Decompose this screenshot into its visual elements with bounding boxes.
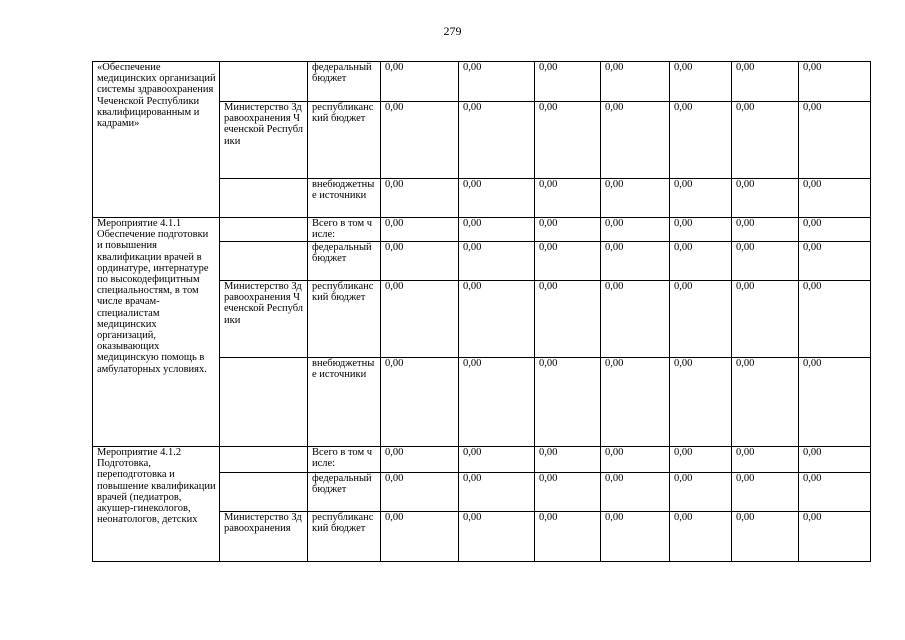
amount-cell: 0,00 <box>459 281 535 358</box>
funding-source-cell: Всего в том числе: <box>308 218 381 242</box>
executor-cell <box>220 447 308 473</box>
amount-cell: 0,00 <box>670 512 732 562</box>
funding-source-cell: внебюджетные источники <box>308 358 381 447</box>
budget-table <box>92 61 871 562</box>
amount-cell: 0,00 <box>601 179 670 218</box>
amount-cell: 0,00 <box>799 62 871 102</box>
executor-cell: Министерство Здравоохранения Чеченской Республики <box>220 281 308 358</box>
executor-cell <box>220 473 308 512</box>
amount-cell: 0,00 <box>732 281 799 358</box>
amount-cell: 0,00 <box>732 242 799 281</box>
funding-source-cell: внебюджетные источники <box>308 179 381 218</box>
amount-cell: 0,00 <box>799 473 871 512</box>
amount-cell: 0,00 <box>459 179 535 218</box>
amount-cell: 0,00 <box>601 102 670 179</box>
amount-cell: 0,00 <box>535 358 601 447</box>
amount-cell: 0,00 <box>732 447 799 473</box>
funding-source-cell: республиканский бюджет <box>308 281 381 358</box>
amount-cell: 0,00 <box>381 242 459 281</box>
amount-cell: 0,00 <box>535 102 601 179</box>
amount-cell: 0,00 <box>535 447 601 473</box>
amount-cell: 0,00 <box>535 179 601 218</box>
amount-cell: 0,00 <box>732 102 799 179</box>
amount-cell: 0,00 <box>535 218 601 242</box>
amount-cell: 0,00 <box>732 473 799 512</box>
amount-cell: 0,00 <box>670 281 732 358</box>
amount-cell: 0,00 <box>601 512 670 562</box>
amount-cell: 0,00 <box>799 447 871 473</box>
amount-cell: 0,00 <box>799 179 871 218</box>
amount-cell: 0,00 <box>535 281 601 358</box>
amount-cell: 0,00 <box>459 358 535 447</box>
funding-source-cell: федеральный бюджет <box>308 62 381 102</box>
funding-source-cell: федеральный бюджет <box>308 242 381 281</box>
amount-cell: 0,00 <box>459 447 535 473</box>
amount-cell: 0,00 <box>799 358 871 447</box>
amount-cell: 0,00 <box>381 102 459 179</box>
activity-name-cell: Мероприятие 4.1.2 Подготовка, переподготовка и повышение квалификации врачей (педиатров, акушер-гинекологов, неонатологов, детских <box>93 447 220 562</box>
amount-cell: 0,00 <box>670 102 732 179</box>
amount-cell: 0,00 <box>535 62 601 102</box>
amount-cell: 0,00 <box>601 218 670 242</box>
executor-cell <box>220 218 308 242</box>
amount-cell: 0,00 <box>381 512 459 562</box>
amount-cell: 0,00 <box>601 242 670 281</box>
amount-cell: 0,00 <box>732 358 799 447</box>
amount-cell: 0,00 <box>381 358 459 447</box>
amount-cell: 0,00 <box>459 62 535 102</box>
amount-cell: 0,00 <box>732 179 799 218</box>
executor-cell <box>220 358 308 447</box>
amount-cell: 0,00 <box>601 473 670 512</box>
amount-cell: 0,00 <box>670 218 732 242</box>
amount-cell: 0,00 <box>732 218 799 242</box>
amount-cell: 0,00 <box>799 242 871 281</box>
funding-source-cell: федеральный бюджет <box>308 473 381 512</box>
amount-cell: 0,00 <box>381 218 459 242</box>
amount-cell: 0,00 <box>381 473 459 512</box>
amount-cell: 0,00 <box>535 512 601 562</box>
amount-cell: 0,00 <box>381 62 459 102</box>
amount-cell: 0,00 <box>381 281 459 358</box>
table-row <box>93 62 871 102</box>
executor-cell: Министерство Здравоохранения <box>220 512 308 562</box>
amount-cell: 0,00 <box>799 512 871 562</box>
executor-cell <box>220 242 308 281</box>
amount-cell: 0,00 <box>670 447 732 473</box>
amount-cell: 0,00 <box>670 358 732 447</box>
executor-cell: Министерство Здравоохранения Чеченской Республики <box>220 102 308 179</box>
funding-source-cell: Всего в том числе: <box>308 447 381 473</box>
amount-cell: 0,00 <box>601 62 670 102</box>
amount-cell: 0,00 <box>535 473 601 512</box>
amount-cell: 0,00 <box>381 447 459 473</box>
amount-cell: 0,00 <box>601 281 670 358</box>
table-row <box>93 218 871 242</box>
amount-cell: 0,00 <box>732 62 799 102</box>
amount-cell: 0,00 <box>670 473 732 512</box>
amount-cell: 0,00 <box>670 242 732 281</box>
amount-cell: 0,00 <box>535 242 601 281</box>
funding-source-cell: республиканский бюджет <box>308 512 381 562</box>
amount-cell: 0,00 <box>732 512 799 562</box>
amount-cell: 0,00 <box>799 102 871 179</box>
amount-cell: 0,00 <box>459 473 535 512</box>
executor-cell <box>220 62 308 102</box>
table-row <box>93 447 871 473</box>
amount-cell: 0,00 <box>799 218 871 242</box>
activity-name-cell: Мероприятие 4.1.1 Обеспечение подготовки и повышения квалификации врачей в ординатуре, интернатуре по высокодефицитным специальностям, в том числе врачам-специалистам медицинских организаций, оказывающих медицинскую помощь в амбулаторных условиях. <box>93 218 220 447</box>
page-number: 279 <box>443 24 462 38</box>
amount-cell: 0,00 <box>459 102 535 179</box>
amount-cell: 0,00 <box>381 179 459 218</box>
amount-cell: 0,00 <box>670 179 732 218</box>
amount-cell: 0,00 <box>459 512 535 562</box>
amount-cell: 0,00 <box>459 242 535 281</box>
amount-cell: 0,00 <box>601 447 670 473</box>
executor-cell <box>220 179 308 218</box>
funding-source-cell: республиканский бюджет <box>308 102 381 179</box>
activity-name-cell: «Обеспечение медицинских организаций системы здравоохранения Чеченской Республики квалифицированным и кадрами» <box>93 62 220 218</box>
amount-cell: 0,00 <box>799 281 871 358</box>
amount-cell: 0,00 <box>670 62 732 102</box>
amount-cell: 0,00 <box>601 358 670 447</box>
amount-cell: 0,00 <box>459 218 535 242</box>
